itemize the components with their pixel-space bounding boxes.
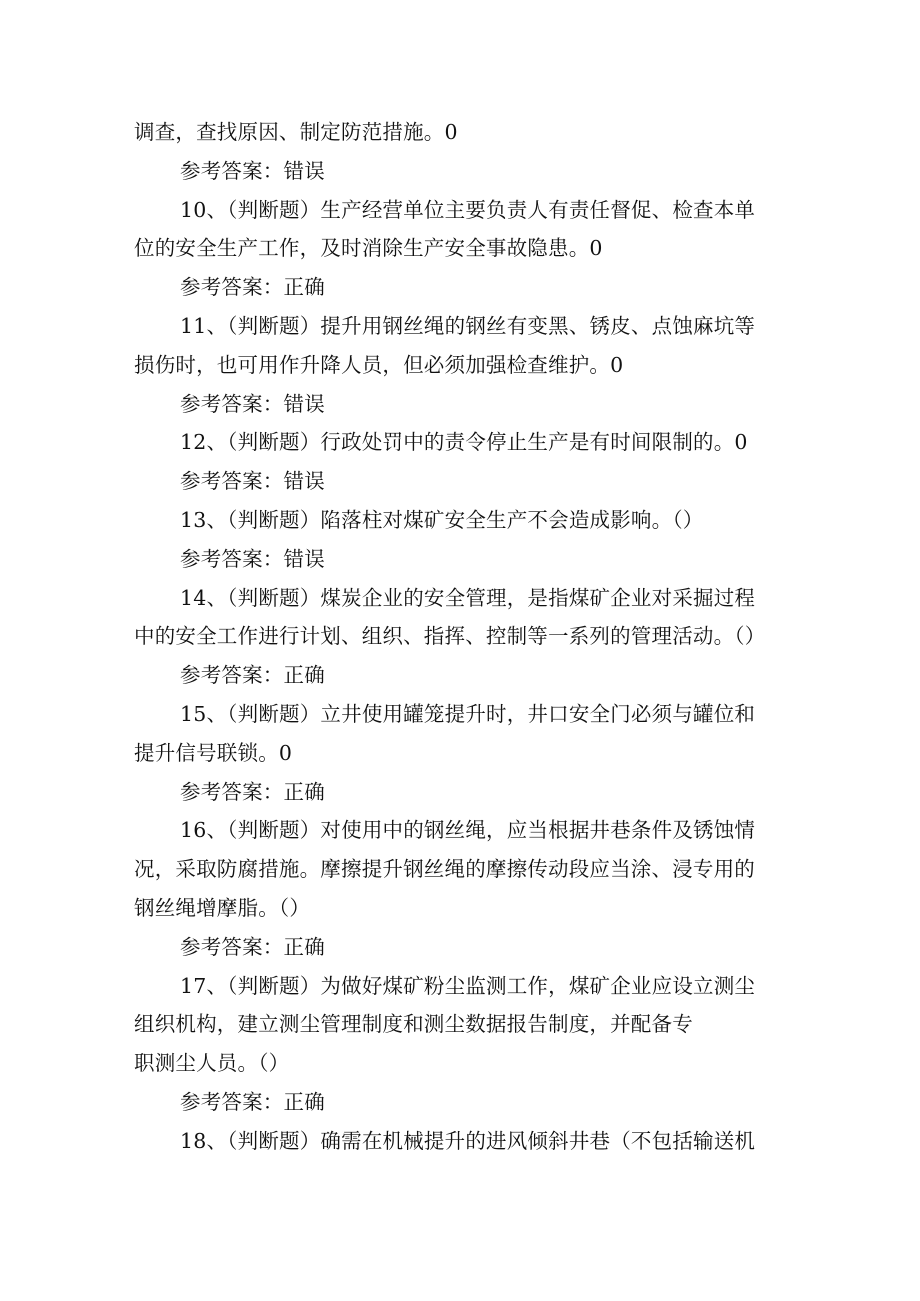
question-line: 10、（判断题）生产经营单位主要负责人有责任督促、检查本单 <box>180 197 756 222</box>
answer-line: 参考答案：正确 <box>180 934 325 959</box>
text-line-continuation: 况，采取防腐措施。摩擦提升钢丝绳的摩擦传动段应当涂、浸专用的 <box>134 857 755 882</box>
text-line-continuation: 钢丝绳增摩脂。（） <box>134 895 311 920</box>
text-line-continuation: 职测尘人员。（） <box>134 1051 290 1076</box>
question-line: 13、（判断题）陷落柱对煤矿安全生产不会造成影响。（） <box>180 507 704 532</box>
question-line: 11、（判断题）提升用钢丝绳的钢丝有变黑、锈皮、点蚀麻坑等 <box>180 313 756 338</box>
answer-line: 参考答案：正确 <box>180 275 325 300</box>
text-line-continuation: 组织机构，建立测尘管理制度和测尘数据报告制度，并配备专 <box>134 1012 693 1037</box>
question-line: 14、（判断题）煤炭企业的安全管理，是指煤矿企业对采掘过程 <box>180 585 756 610</box>
question-line: 17、（判断题）为做好煤矿粉尘监测工作，煤矿企业应设立测尘 <box>180 973 756 998</box>
answer-line: 参考答案：正确 <box>180 779 325 804</box>
document-body <box>134 113 794 1161</box>
question-line: 15、（判断题）立井使用罐笼提升时，井口安全门必须与罐位和 <box>180 701 756 726</box>
answer-line: 参考答案：正确 <box>180 1089 325 1114</box>
question-line: 12、（判断题）行政处罚中的责令停止生产是有时间限制的。0 <box>180 430 748 455</box>
answer-line: 参考答案：错误 <box>180 546 325 571</box>
text-line-continuation: 损伤时，也可用作升降人员，但必须加强检查维护。0 <box>134 352 624 377</box>
text-line-continuation: 中的安全工作进行计划、组织、指挥、控制等一系列的管理活动。（） <box>134 624 766 649</box>
question-line: 18、（判断题）确需在机械提升的进风倾斜井巷（不包括输送机 <box>180 1128 756 1153</box>
answer-line: 参考答案：错误 <box>180 158 325 183</box>
answer-line: 参考答案：正确 <box>180 663 325 688</box>
answer-line: 参考答案：错误 <box>180 391 325 416</box>
text-line-continuation: 位的安全生产工作，及时消除生产安全事故隐患。0 <box>134 236 603 261</box>
text-line-continuation: 提升信号联锁。0 <box>134 740 293 765</box>
text-line-continuation: 调查，查找原因、制定防范措施。0 <box>134 120 458 144</box>
question-line: 16、（判断题）对使用中的钢丝绳，应当根据井巷条件及锈蚀情 <box>180 818 756 843</box>
answer-line: 参考答案：错误 <box>180 469 325 494</box>
